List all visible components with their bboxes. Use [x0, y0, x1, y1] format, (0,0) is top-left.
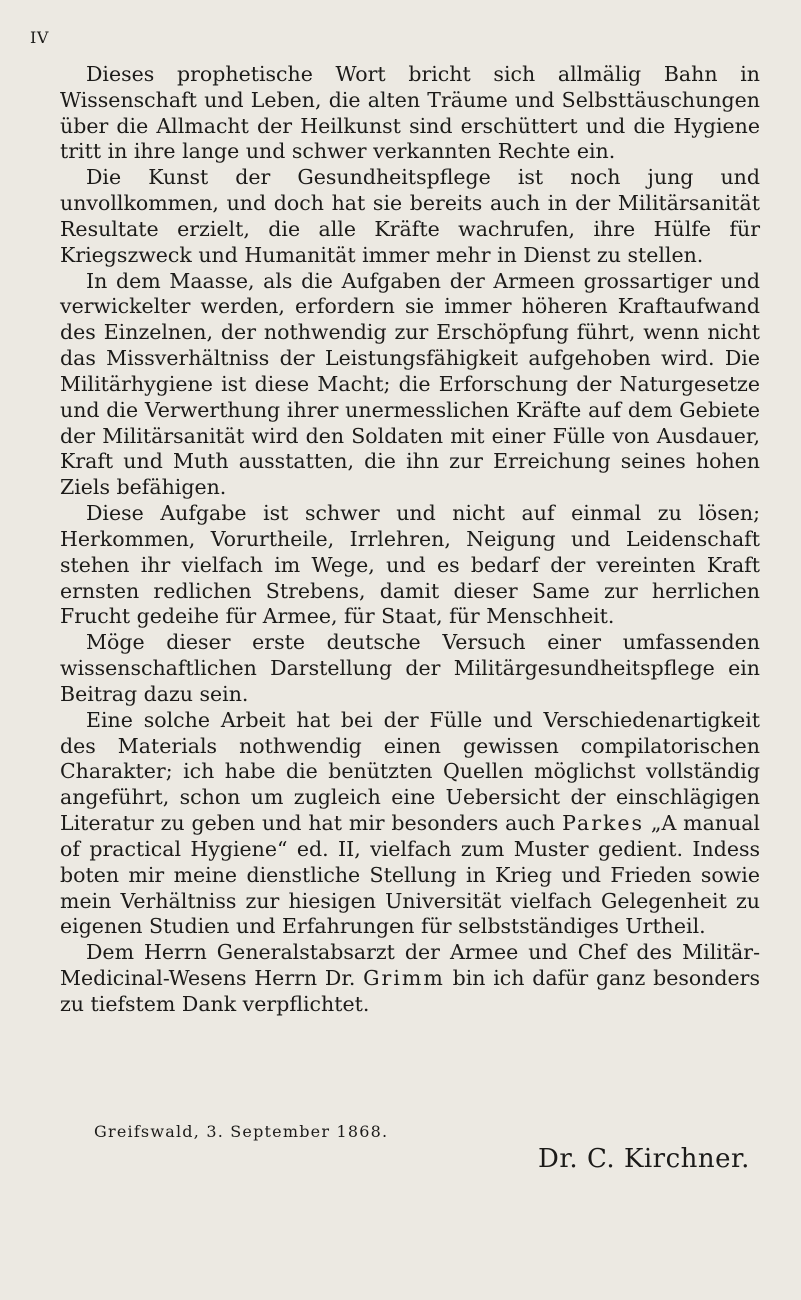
paragraph-7-part-2: bin ich dafür ganz besonders zu tiefstem Dank verpflichtet.: [60, 965, 760, 1016]
paragraph-7: [60, 940, 760, 1017]
preface-text: [60, 62, 760, 1018]
place-and-date: Greifswald, 3. September 1868.: [94, 1122, 389, 1141]
paragraph-6-part-2: „A manual of practical Hygiene“ ed. II, vielfach zum Muster gedient. Indess boten mir meine dienstliche Stellung in Krieg und Frieden sowie mein Verhältniss zur hiesigen Universität vielfach Gelegenheit zu eigenen Studien und Erfahrungen für selbstständiges Urtheil.: [60, 811, 760, 939]
paragraph-6: [60, 708, 760, 940]
paragraph-2: Die Kunst der Gesundheitspflege ist noch jung und unvollkommen, und doch hat sie bereits auch in der Militärsanität Resultate erzielt, die alle Kräfte wachrufen, ihre Hülfe für Kriegszweck und Humanität immer mehr in Dienst zu stellen.: [60, 165, 760, 267]
paragraph-5: Möge dieser erste deutsche Versuch einer umfassenden wissenschaftlichen Darstellung der Militärgesundheitspflege ein Beitrag dazu sein.: [60, 630, 760, 706]
paragraph-4: Diese Aufgabe ist schwer und nicht auf einmal zu lösen; Herkommen, Vorurtheile, Irrlehren, Neigung und Leidenschaft stehen ihr vielfach im Wege, und es bedarf der vereinten Kraft ernsten redlichen Strebens, damit dieser Same zur herrlichen Frucht gedeihe für Armee, für Staat, für Menschheit.: [60, 501, 760, 629]
author-name-parkes: Parkes: [562, 811, 645, 836]
paragraph-1: Dieses prophetische Wort bricht sich allmälig Bahn in Wissenschaft und Leben, die alten Träume und Selbsttäuschungen über die Allmacht der Heilkunst sind erschüttert und die Hygiene tritt in ihre lange und schwer verkannten Rechte ein.: [60, 62, 760, 164]
author-signature: Dr. C. Kirchner.: [538, 1144, 750, 1174]
paragraph-6-part-1: Eine solche Arbeit hat bei der Fülle und Verschiedenartigkeit des Materials nothwendig einen gewissen compilatorischen Charakter; ich habe die benützten Quellen möglichst vollständig angeführt, schon um zugleich eine Uebersicht der einschlägigen Literatur zu geben und hat mir besonders auch: [60, 707, 760, 836]
paragraph-3: In dem Maasse, als die Aufgaben der Armeen grossartiger und verwickelter werden, erfordern sie immer höheren Kraftaufwand des Einzelnen, der nothwendig zur Erschöpfung führt, wenn nicht das Missverhältniss der Leistungsfähigkeit aufgehoben wird. Die Militärhygiene ist diese Macht; die Erforschung der Naturgesetze und die Verwerthung ihrer unermesslichen Kräfte auf dem Gebiete der Militärsanität wird den Soldaten mit einer Fülle von Ausdauer, Kraft und Muth ausstatten, die ihn zur Erreichung seines hohen Ziels befähigen.: [60, 268, 760, 500]
page-number: IV: [30, 28, 49, 47]
paragraph-7-part-1: Dem Herrn Generalstabsarzt der Armee und Chef des Militär-Medicinal-Wesens Herrn Dr.: [60, 940, 760, 990]
person-name-grimm: Grimm: [363, 965, 445, 990]
